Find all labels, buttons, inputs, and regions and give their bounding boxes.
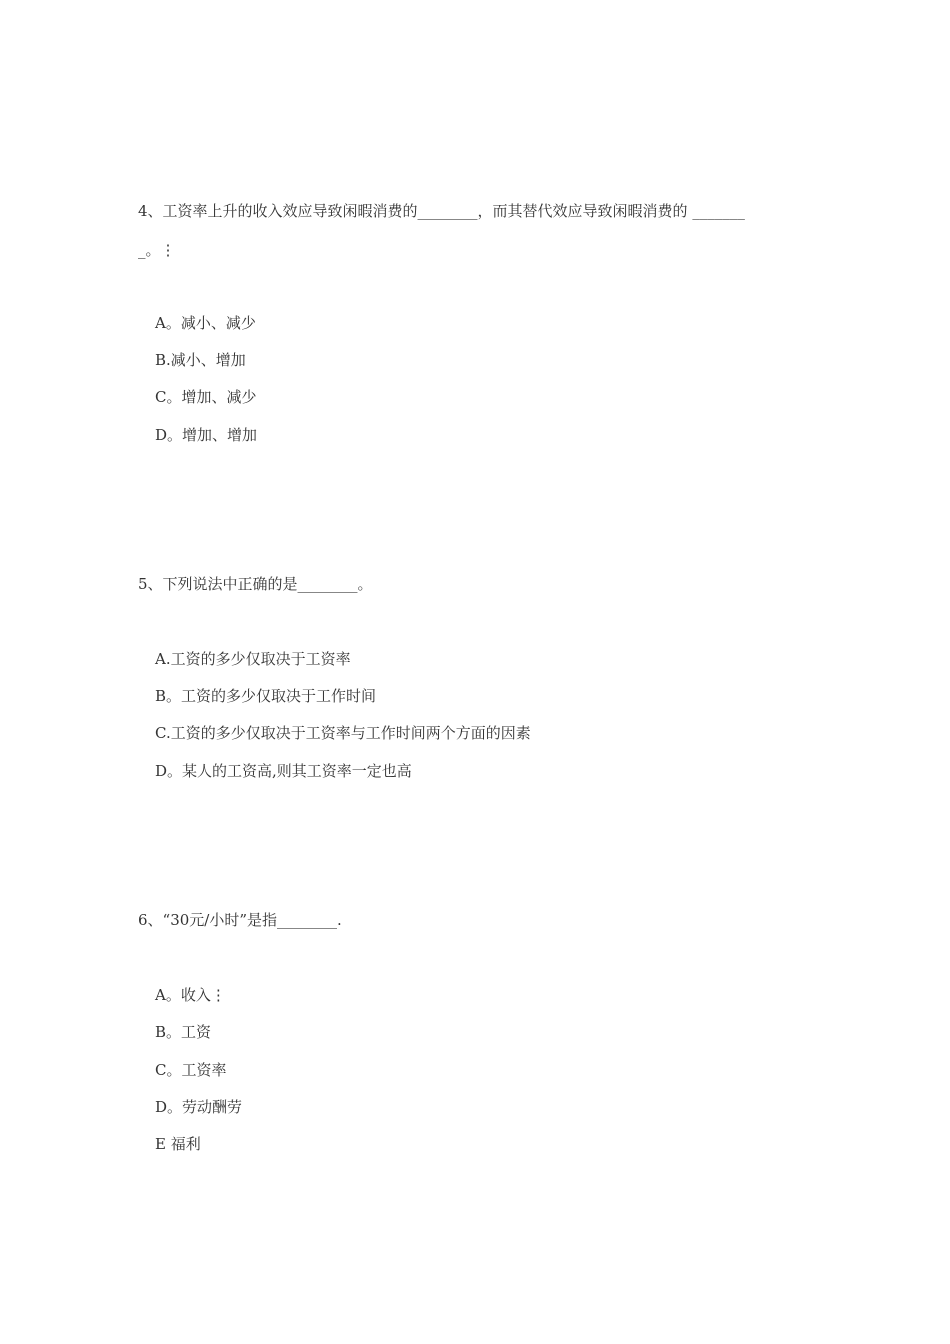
question-4-option-d: D。增加、增加: [155, 426, 258, 444]
question-5-option-b: B。工资的多少仅取决于工作时间: [155, 687, 377, 705]
question-6-option-c: C。工资率: [155, 1061, 227, 1079]
question-5-option-a: A.工资的多少仅取决于工资率: [155, 650, 351, 668]
question-4-option-b: B.减小、增加: [155, 351, 246, 369]
question-4-stem-line-1: 4、工资率上升的收入效应导致闲暇消费的________，而其替代效应导致闲暇消费的 _______: [138, 202, 745, 220]
question-6-option-d: D。劳动酬劳: [155, 1098, 243, 1116]
question-5-option-c: C.工资的多少仅取决于工资率与工作时间两个方面的因素: [155, 724, 531, 742]
question-5-stem: 5、下列说法中正确的是________。: [138, 575, 373, 593]
question-6-stem: 6、“30元/小时”是指________.: [138, 911, 342, 929]
question-4-option-a: A。减小、减少: [155, 314, 256, 332]
question-6-option-a: A。收入⋮: [155, 986, 226, 1004]
question-6-option-b: B。工资: [155, 1023, 212, 1041]
question-4-option-c: C。增加、减少: [155, 388, 257, 406]
question-6-option-e: E 福利: [155, 1135, 201, 1153]
question-5-option-d: D。某人的工资高,则其工资率一定也高: [155, 762, 412, 780]
question-4-stem-line-2: _。⋮: [138, 241, 176, 259]
